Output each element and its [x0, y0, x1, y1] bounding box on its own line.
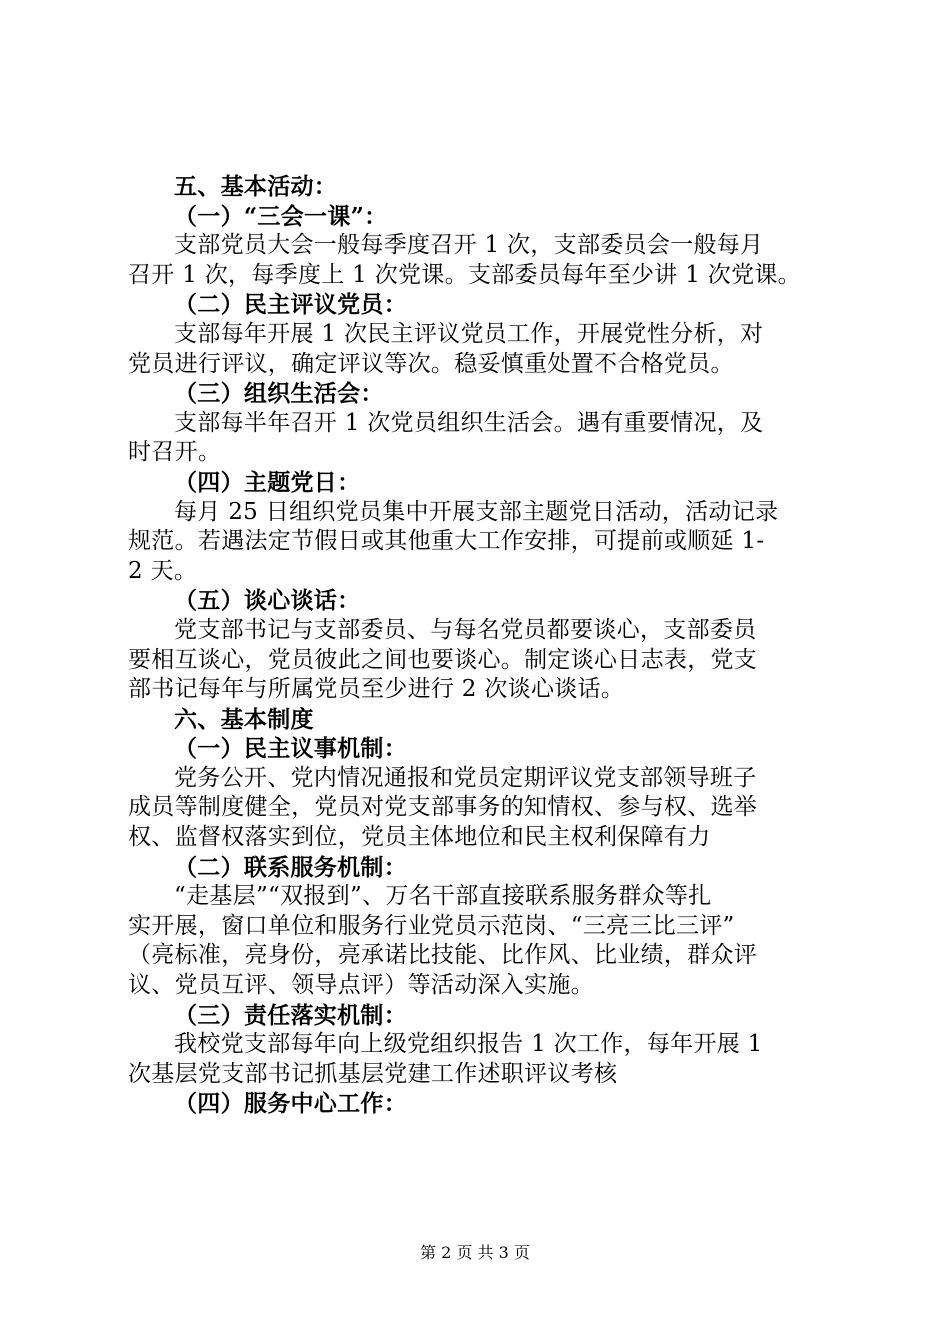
paragraph-line: “走基层”“双报到”、万名干部直接联系服务群众等扎 [174, 883, 712, 910]
paragraph-line: 次基层党支部书记抓基层党建工作述职评议考核 [128, 1060, 618, 1087]
paragraph-line: 规范。若遇法定节假日或其他重大工作安排，可提前或顺延 1- [128, 528, 765, 555]
paragraph-line: 成员等制度健全，党员对党支部事务的知情权、参与权、选举 [128, 794, 758, 821]
paragraph-line: 部书记每年与所属党员至少进行 2 次谈心谈话。 [128, 676, 625, 703]
paragraph-line: （亮标准，亮身份，亮承诺比技能、比作风、比业绩，群众评 [128, 942, 758, 969]
section-heading: （四）服务中心工作： [174, 1090, 407, 1118]
section-heading: （一）“三会一课”： [174, 202, 388, 230]
paragraph-line: 议、党员互评、领导点评）等活动深入实施。 [128, 972, 594, 999]
section-heading: 六、基本制度 [174, 705, 314, 733]
paragraph-line: 支部每半年召开 1 次党员组织生活会。遇有重要情况，及 [174, 409, 764, 436]
section-heading: （四）主题党日： [174, 468, 361, 496]
section-heading: （二）联系服务机制： [174, 853, 407, 881]
paragraph-line: 权、监督权落实到位，党员主体地位和民主权利保障有力 [128, 824, 711, 851]
paragraph-line: 每月 25 日组织党员集中开展支部主题党日活动，活动记录 [174, 498, 779, 525]
paragraph-line: 党务公开、党内情况通报和党员定期评议党支部领导班子 [174, 764, 757, 791]
paragraph-line: 召开 1 次，每季度上 1 次党课。支部委员每年至少讲 1 次党课。 [128, 261, 801, 288]
section-heading: （五）谈心谈话： [174, 587, 361, 615]
paragraph-line: 要相互谈心，党员彼此之间也要谈心。制定谈心日志表，党支 [128, 646, 758, 673]
page-footer: 第 2 页 共 3 页 [420, 1243, 530, 1262]
section-heading: （三）组织生活会： [174, 380, 384, 408]
paragraph-line: 2 天。 [128, 557, 198, 584]
section-heading: （一）民主议事机制： [174, 735, 407, 763]
section-heading: 五、基本活动： [174, 173, 338, 200]
section-heading: （二）民主评议党员： [174, 291, 407, 319]
paragraph-line: 党员进行评议，确定评议等次。稳妥慎重处置不合格党员。 [128, 350, 734, 377]
paragraph-line: 支部每年开展 1 次民主评议党员工作，开展党性分析，对 [174, 320, 764, 347]
paragraph-line: 支部党员大会一般每季度召开 1 次，支部委员会一般每月 [174, 232, 764, 259]
paragraph-line: 我校党支部每年向上级党组织报告 1 次工作，每年开展 1 [174, 1031, 763, 1058]
paragraph-line: 时召开。 [128, 439, 222, 466]
section-heading: （三）责任落实机制： [174, 1001, 407, 1029]
paragraph-line: 党支部书记与支部委员、与每名党员都要谈心，支部委员 [174, 616, 757, 643]
document-body [128, 172, 832, 1119]
paragraph-line: 实开展，窗口单位和服务行业党员示范岗、“三亮三比三评” [128, 912, 735, 939]
